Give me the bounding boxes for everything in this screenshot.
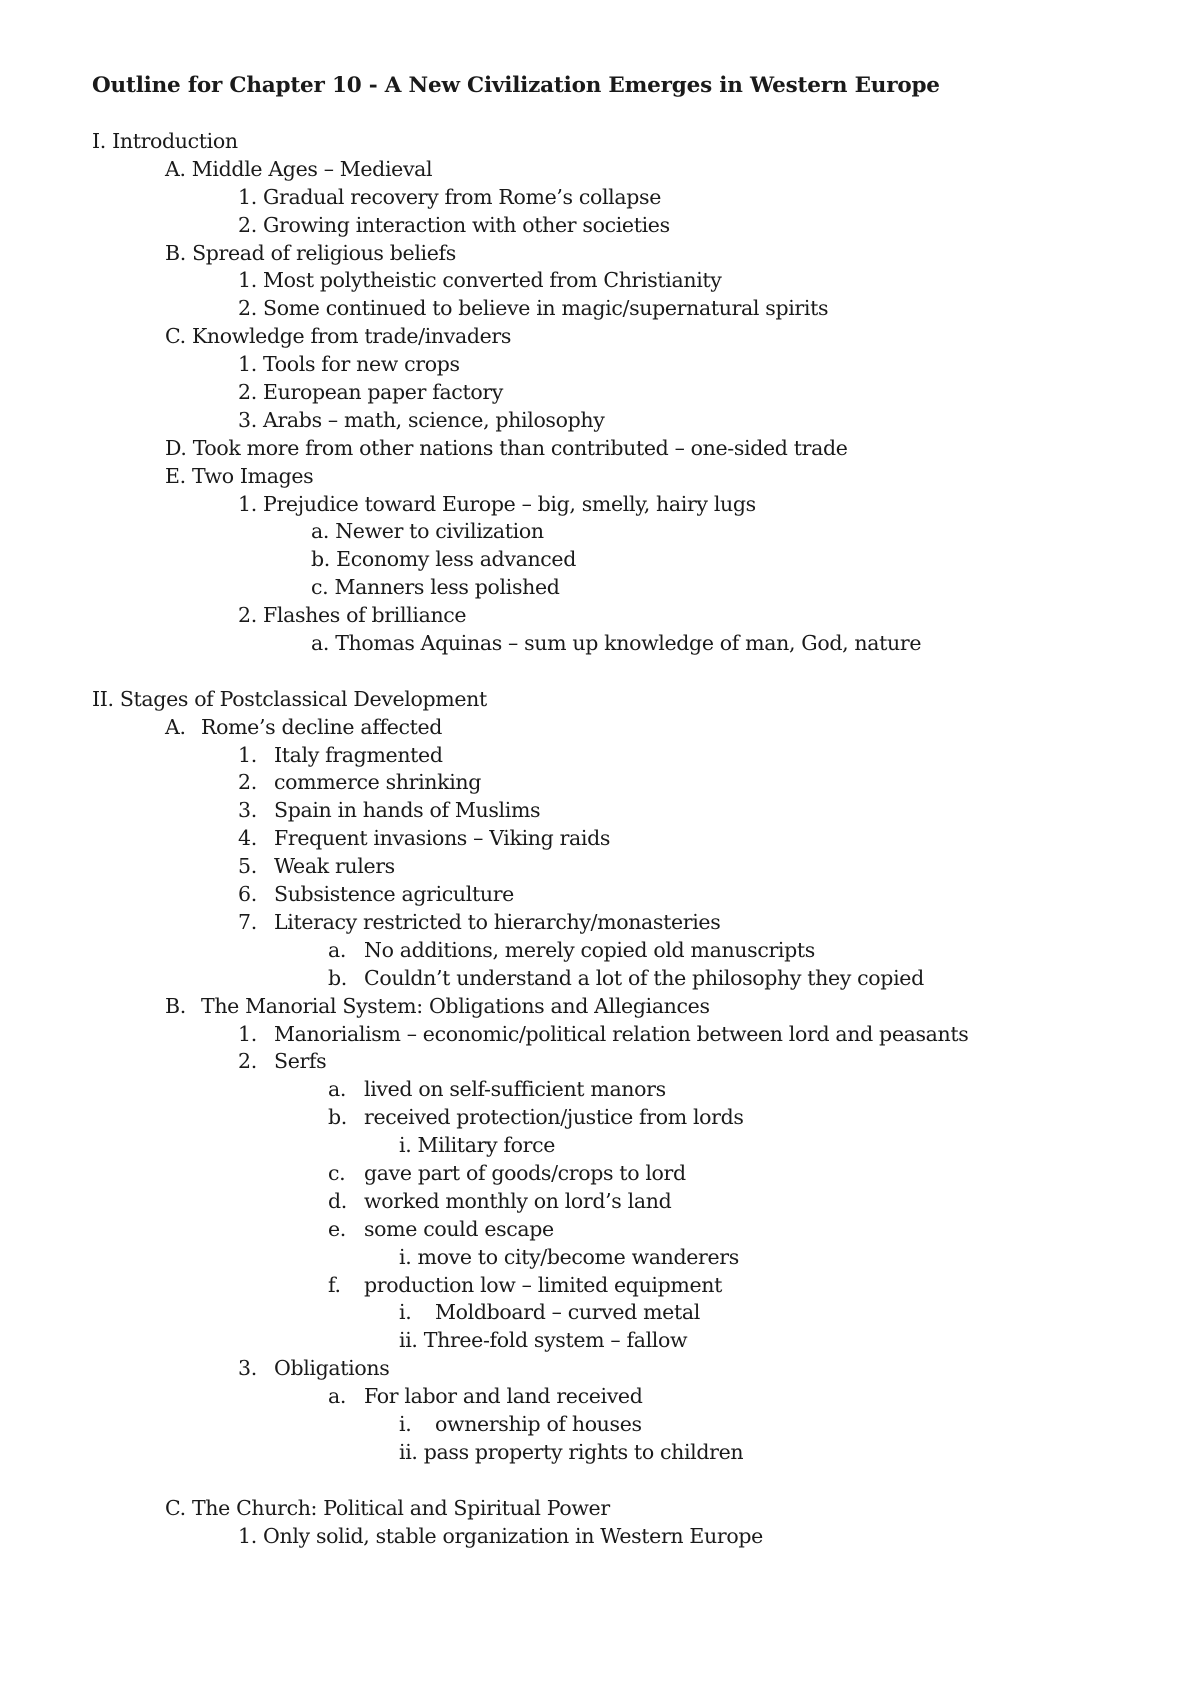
outline-text: Italy fragmented <box>274 742 443 767</box>
outline-marker: a. <box>311 519 330 544</box>
blank-line <box>92 1467 1172 1495</box>
outline-text: some could escape <box>364 1216 554 1241</box>
outline-marker: i. <box>399 1300 412 1325</box>
outline-item-subpoint <box>92 1216 1172 1244</box>
outline-item-point <box>92 491 1172 519</box>
outline-item-point <box>92 1355 1172 1383</box>
outline-text: Manners less polished <box>334 575 560 600</box>
outline-item-subpoint <box>92 1272 1172 1300</box>
outline-text: The Church: Political and Spiritual Power <box>191 1495 610 1520</box>
outline-marker: 3. <box>238 407 257 432</box>
outline-text: Thomas Aquinas – sum up knowledge of man, God, nature <box>335 631 922 656</box>
outline-marker: f. <box>328 1272 341 1297</box>
outline-text: Serfs <box>274 1049 327 1074</box>
outline-text: lived on self-sufficient manors <box>364 1077 666 1102</box>
outline-marker: ii. <box>399 1328 418 1353</box>
outline-text: No additions, merely copied old manuscripts <box>364 937 815 962</box>
outline-marker: 3. <box>238 798 257 823</box>
outline-item-subpoint <box>92 630 1172 658</box>
outline-item-point <box>92 1523 1172 1551</box>
outline-item-point <box>92 379 1172 407</box>
outline-item-point <box>92 825 1172 853</box>
outline-item-subsection <box>92 435 1172 463</box>
outline-marker: 3. <box>238 1356 257 1381</box>
outline-text: Military force <box>417 1133 556 1158</box>
outline-marker: B. <box>165 240 186 265</box>
outline-item-subpoint <box>92 937 1172 965</box>
outline-text: Two Images <box>191 463 314 488</box>
outline-text: received protection/justice from lords <box>364 1105 744 1130</box>
outline-marker: 1. <box>238 742 257 767</box>
outline-text: Flashes of brilliance <box>263 603 467 628</box>
outline-text: Only solid, stable organization in Western Europe <box>263 1523 763 1548</box>
outline-item-section <box>92 686 1172 714</box>
outline-text: move to city/become wanderers <box>417 1244 739 1269</box>
outline-marker: 7. <box>238 909 257 934</box>
outline-marker: 5. <box>238 854 257 879</box>
outline-item-point <box>92 1048 1172 1076</box>
outline-text: worked monthly on lord’s land <box>364 1188 672 1213</box>
outline-item-point <box>92 742 1172 770</box>
outline-text: commerce shrinking <box>274 770 482 795</box>
outline-text: Moldboard – curved metal <box>435 1300 700 1325</box>
outline-text: Frequent invasions – Viking raids <box>274 826 611 851</box>
outline-item-subsection <box>92 714 1172 742</box>
outline-item-subsection <box>92 156 1172 184</box>
outline-item-point <box>92 881 1172 909</box>
outline-item-detail <box>92 1299 1172 1327</box>
outline-marker: 1. <box>238 491 257 516</box>
outline-text: Economy less advanced <box>336 547 576 572</box>
outline-item-detail <box>92 1327 1172 1355</box>
outline-item-subpoint <box>92 1188 1172 1216</box>
outline-text: Subsistence agriculture <box>274 882 514 907</box>
outline-text: gave part of goods/crops to lord <box>364 1160 686 1185</box>
outline-item-subpoint <box>92 1160 1172 1188</box>
outline-text: Newer to civilization <box>335 519 544 544</box>
outline-item-point <box>92 407 1172 435</box>
outline-item-point <box>92 853 1172 881</box>
outline-text: Some continued to believe in magic/supernatural spirits <box>263 296 829 321</box>
outline-marker: E. <box>165 463 186 488</box>
outline-marker: c. <box>311 575 329 600</box>
outline-text: Stages of Postclassical Development <box>119 686 487 711</box>
outline-item-point <box>92 212 1172 240</box>
outline-text: Took more from other nations than contributed – one-sided trade <box>192 435 848 460</box>
outline-text: Weak rulers <box>274 854 395 879</box>
outline-text: Gradual recovery from Rome’s collapse <box>263 184 661 209</box>
outline-text: Middle Ages – Medieval <box>191 156 433 181</box>
outline-text: Introduction <box>112 129 238 153</box>
outline-item-detail <box>92 1244 1172 1272</box>
outline-item-subpoint <box>92 1383 1172 1411</box>
outline-text: Most polytheistic converted from Christianity <box>263 268 722 293</box>
outline-marker: D. <box>165 435 187 460</box>
outline-item-point <box>92 602 1172 630</box>
outline-text: For labor and land received <box>364 1384 643 1409</box>
outline-item-subpoint <box>92 518 1172 546</box>
outline-text: Literacy restricted to hierarchy/monasteries <box>274 909 721 934</box>
outline-marker: 1. <box>238 1021 257 1046</box>
outline-marker: b. <box>311 547 330 572</box>
outline-item-section <box>92 128 1172 156</box>
outline-marker: 2. <box>238 212 257 237</box>
outline-text: Couldn’t understand a lot of the philosophy they copied <box>364 965 924 990</box>
outline-marker: A. <box>165 714 186 739</box>
outline-marker: 1. <box>238 1523 257 1548</box>
outline-item-subpoint <box>92 965 1172 993</box>
outline-text: Spread of religious beliefs <box>192 240 456 265</box>
outline-item-point <box>92 909 1172 937</box>
outline-marker: b. <box>328 1105 347 1130</box>
outline-item-subsection <box>92 993 1172 1021</box>
outline-marker: a. <box>328 1077 347 1102</box>
outline-item-detail <box>92 1132 1172 1160</box>
outline-item-subsection <box>92 240 1172 268</box>
outline-marker: ii. <box>399 1439 418 1464</box>
outline-item-subsection <box>92 323 1172 351</box>
outline-marker: 6. <box>238 882 257 907</box>
outline-marker: d. <box>328 1188 347 1213</box>
outline-text: Three-fold system – fallow <box>423 1328 688 1353</box>
outline-text: European paper factory <box>263 380 504 405</box>
outline-text: pass property rights to children <box>423 1439 744 1464</box>
outline-item-point <box>92 769 1172 797</box>
outline-marker: 1. <box>238 268 257 293</box>
outline-marker: i. <box>399 1244 412 1269</box>
outline-marker: 2. <box>238 770 257 795</box>
outline-item-point <box>92 797 1172 825</box>
outline-item-subsection <box>92 1495 1172 1523</box>
outline-marker: A. <box>165 156 186 181</box>
outline-item-point <box>92 1021 1172 1049</box>
blank-line <box>92 658 1172 686</box>
outline-marker: 1. <box>238 184 257 209</box>
outline-text: The Manorial System: Obligations and Allegiances <box>201 993 710 1018</box>
outline-text: Manorialism – economic/political relation between lord and peasants <box>274 1021 969 1046</box>
outline-text: Spain in hands of Muslims <box>274 798 541 823</box>
outline-text: Knowledge from trade/invaders <box>191 324 512 349</box>
outline-item-detail <box>92 1411 1172 1439</box>
outline-marker: 2. <box>238 603 257 628</box>
outline-marker: II. <box>92 686 114 711</box>
outline-marker: B. <box>165 993 186 1018</box>
document-title: Outline for Chapter 10 - A New Civilization Emerges in Western Europe <box>92 73 940 98</box>
outline-item-subpoint <box>92 574 1172 602</box>
outline-item-subpoint <box>92 1076 1172 1104</box>
outline-text: Rome’s decline affected <box>201 714 443 739</box>
outline-marker: 2. <box>238 380 257 405</box>
outline-item-point <box>92 351 1172 379</box>
outline-text: ownership of houses <box>435 1411 642 1436</box>
outline-text: Growing interaction with other societies <box>263 212 670 237</box>
outline-marker: e. <box>328 1216 346 1241</box>
outline-text: Obligations <box>274 1356 390 1381</box>
outline-item-point <box>92 295 1172 323</box>
outline-text: Tools for new crops <box>263 352 460 377</box>
outline-text: Arabs – math, science, philosophy <box>263 407 605 432</box>
outline-marker: 4. <box>238 826 257 851</box>
outline-item-detail <box>92 1439 1172 1467</box>
outline-item-point <box>92 267 1172 295</box>
outline-item-subpoint <box>92 1104 1172 1132</box>
outline-marker: C. <box>165 324 186 349</box>
outline-marker: c. <box>328 1160 346 1185</box>
outline-marker: C. <box>165 1495 186 1520</box>
outline-item-point <box>92 184 1172 212</box>
outline-marker: 1. <box>238 352 257 377</box>
outline-marker: i. <box>399 1411 412 1436</box>
outline-item-subpoint <box>92 546 1172 574</box>
outline-item-subsection <box>92 463 1172 491</box>
outline-marker: 2. <box>238 296 257 321</box>
outline-marker: a. <box>328 937 347 962</box>
outline-text: production low – limited equipment <box>364 1272 723 1297</box>
outline-marker: a. <box>311 631 330 656</box>
outline-marker: a. <box>328 1384 347 1409</box>
outline-marker: I. <box>92 129 106 153</box>
outline <box>92 128 1172 1550</box>
outline-marker: i. <box>399 1133 412 1158</box>
outline-marker: b. <box>328 965 347 990</box>
outline-marker: 2. <box>238 1049 257 1074</box>
outline-text: Prejudice toward Europe – big, smelly, hairy lugs <box>263 491 756 516</box>
